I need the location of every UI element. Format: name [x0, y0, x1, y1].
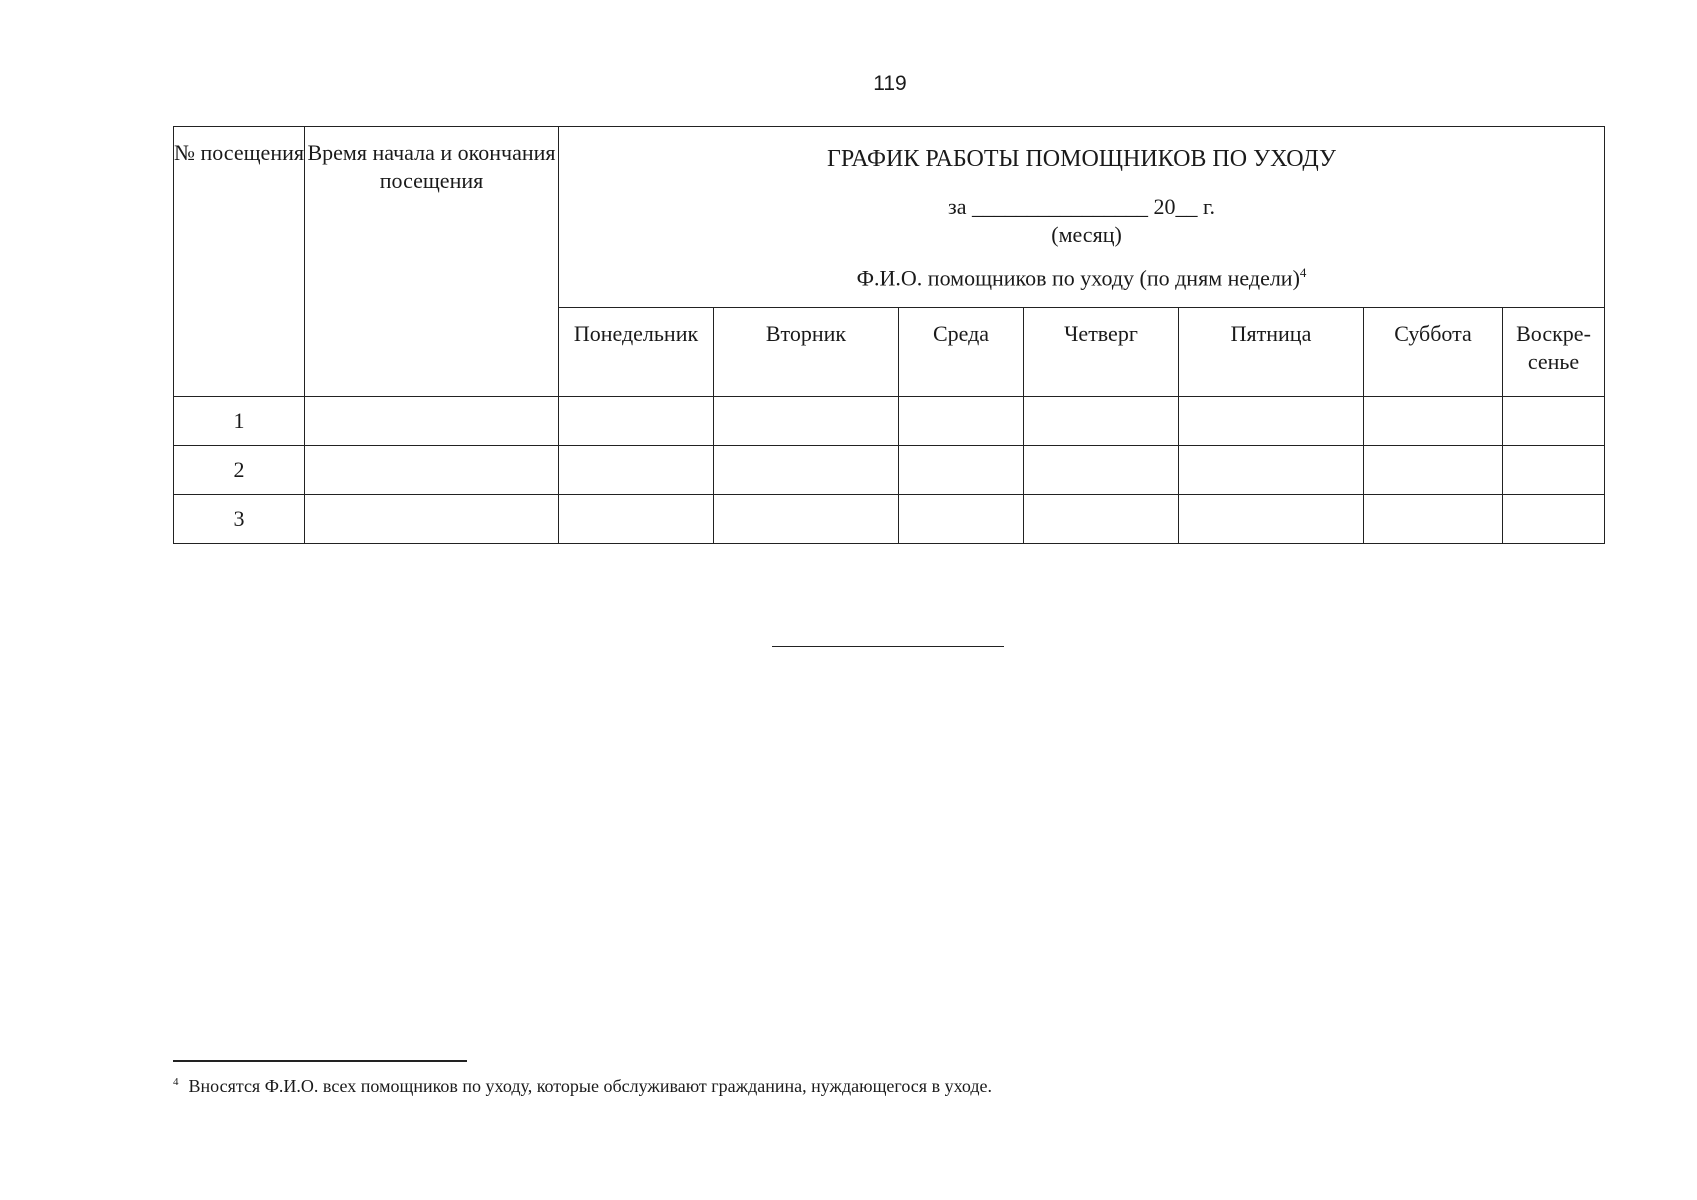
day-sunday [1503, 308, 1605, 397]
row-thursday-cell [1024, 495, 1179, 544]
row-time-cell [305, 495, 559, 544]
row-monday-cell [559, 397, 714, 446]
row-tuesday-cell [714, 446, 899, 495]
day-tuesday: Вторник [714, 308, 899, 397]
header-visit-number: № посещения [174, 127, 305, 397]
schedule-table [173, 126, 1605, 544]
row-monday-cell [559, 446, 714, 495]
footnote [173, 1076, 992, 1097]
row-wednesday-cell [899, 495, 1024, 544]
row-number: 3 [174, 495, 305, 544]
row-saturday-cell [1364, 397, 1503, 446]
table-row [174, 397, 1605, 446]
footnote-mark: 4 [173, 1076, 179, 1088]
table-row [174, 495, 1605, 544]
row-saturday-cell [1364, 446, 1503, 495]
footnote-rule [173, 1060, 467, 1062]
day-wednesday: Среда [899, 308, 1024, 397]
day-friday: Пятница [1179, 308, 1364, 397]
day-sunday-label: Воскре-сенье [1516, 321, 1591, 374]
row-wednesday-cell [899, 397, 1024, 446]
footnote-text: Вносятся Ф.И.О. всех помощников по уходу, которые обслуживают гражданина, нуждающегося в уходе. [188, 1076, 993, 1096]
day-monday: Понедельник [559, 308, 714, 397]
row-monday-cell [559, 495, 714, 544]
row-thursday-cell [1024, 397, 1179, 446]
footnote-reference: 4 [1299, 265, 1307, 280]
row-tuesday-cell [714, 397, 899, 446]
header-row-top [174, 127, 1605, 308]
row-sunday-cell [1503, 397, 1605, 446]
table-row [174, 446, 1605, 495]
page-number: 119 [873, 72, 907, 95]
row-friday-cell [1179, 397, 1364, 446]
assistants-names-caption [559, 259, 1604, 292]
row-tuesday-cell [714, 495, 899, 544]
day-thursday: Четверг [1024, 308, 1179, 397]
row-thursday-cell [1024, 446, 1179, 495]
period-line: за ________________ 20__ г. [948, 194, 1216, 219]
assistants-names-text: Ф.И.О. помощников по уходу (по дням недели) [856, 265, 1300, 291]
row-friday-cell [1179, 495, 1364, 544]
row-time-cell [305, 446, 559, 495]
row-number: 2 [174, 446, 305, 495]
row-saturday-cell [1364, 495, 1503, 544]
section-separator-line [772, 646, 1004, 647]
month-label: (месяц) [1051, 222, 1122, 247]
schedule-title: ГРАФИК РАБОТЫ ПОМОЩНИКОВ ПО УХОДУ [827, 146, 1336, 172]
schedule-title-block [559, 127, 1605, 308]
day-saturday: Суббота [1364, 308, 1503, 397]
header-visit-time: Время начала и окончания посещения [305, 127, 559, 397]
row-sunday-cell [1503, 495, 1605, 544]
row-sunday-cell [1503, 446, 1605, 495]
row-wednesday-cell [899, 446, 1024, 495]
row-friday-cell [1179, 446, 1364, 495]
row-time-cell [305, 397, 559, 446]
row-number: 1 [174, 397, 305, 446]
